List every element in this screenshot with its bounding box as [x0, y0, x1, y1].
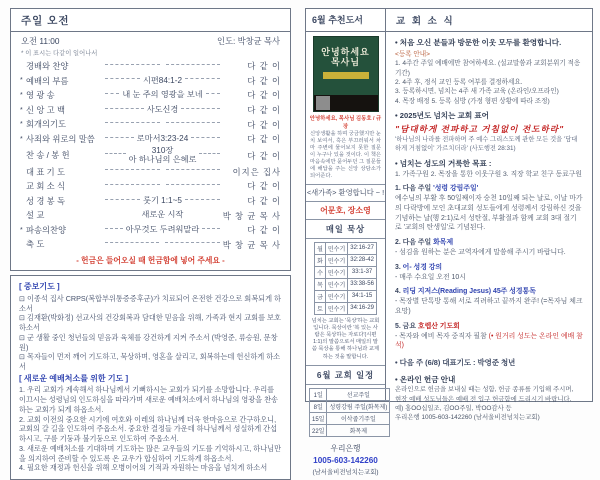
motto-reference: '하나님의 나라를 전파하며 주 예수 그리스도께 관한 모든 것을 '담대하게 거침없이' 가르치더라' (사도행전 28:31): [395, 135, 578, 152]
stand-note: * 이 표시는 다같이 일어나서: [21, 50, 98, 57]
worship-title: 주일 오전: [11, 9, 290, 32]
worship-time: 오전 11:00: [21, 36, 60, 46]
dotted-leader: [105, 137, 134, 138]
book-description: 신앙생활을 하며 궁금했지만 눈치 보여서, 혹은 부끄러워서 차마 주변에 물어보지 못한 질문이 누구나 있을 것이다. 이 책은 마음속에만 묻어두던 그 질문들에 해답을 주는 신앙 상담소가 되어준다.: [310, 131, 381, 179]
dotted-leader: [105, 184, 160, 185]
goal-block: [395, 159, 583, 179]
news-item-1: 1. 다음 주일 '성령 강림주일' 예수님의 부활 후 50일째이자 승천 10일째 되는 날로, 이날 마가의 다락방에 모인 초대교회 성도들에게 성령께서 강림하신 것을 기념하는 날(행 2:1)로서 성탄절, 부활절과 함께 교회 3대 절기로 '교회의 탄생일'로 기념된다.: [395, 185, 583, 232]
offering-line: 예) 홍OO십일조, 김OO주일, 박OO감사 등: [395, 404, 512, 412]
worship-row: 축 도 박 창 균 목 사: [26, 239, 282, 250]
right-page-left-column: [306, 32, 388, 476]
news-item-2: 2. 다음 주일 화목제 - 섬김을 원하는 분은 교역자에게 말씀해 주시기 바랍니다.: [395, 239, 566, 256]
dotted-leader: [165, 242, 219, 243]
book-cover-bottom-strip: [314, 95, 378, 111]
daily-row: 수 민수기 33:1-37: [315, 266, 377, 278]
dotted-leader: [166, 122, 221, 123]
june-schedule-table: [306, 385, 388, 478]
welcome-title: • 처음 오신 분들과 방문한 이웃 모두를 환영합니다.: [395, 38, 562, 47]
dotted-leader: [105, 153, 126, 154]
dotted-leader: [105, 199, 140, 200]
worship-row: 찬 송 / 봉 헌 310장 아 하나님의 은혜로 다 같 이: [26, 146, 282, 164]
offering-line: 온라인으로 헌금을 보내실 때는 성함, 헌금 종류를 기입해 주시며,: [395, 386, 574, 394]
new-family-label: <새가족> 환영합니다 ~ !: [306, 185, 385, 202]
dotted-leader: [105, 122, 160, 123]
dotted-leader: [185, 78, 220, 79]
motto-text: "담대하게 전파하고 거침없이 전도하라": [395, 123, 565, 134]
dotted-leader: [105, 78, 140, 79]
book-cover-subtitle-band: [323, 72, 369, 79]
intercession-item: ⊡ 목자들이 먼저 깨어 기도하고, 묵상하며, 영혼을 살리고, 회복하는데 헌신하게 하소서: [19, 352, 281, 371]
bank-name: 우리은행: [330, 443, 361, 453]
dotted-leader: [199, 153, 220, 154]
new-place-title: [ 새로운 예배처소를 위한 기도 ]: [19, 373, 129, 383]
dotted-leader: [185, 199, 220, 200]
daily-row: 월 민수기 32:16-27: [315, 242, 377, 254]
dotted-leader: [105, 169, 160, 170]
daily-row: 토 민수기 34:16-29: [315, 302, 377, 314]
daily-meditation-header: 매일 묵상: [306, 220, 385, 239]
book-caption: 안녕하세요, 목사님 김동호 / 규장: [309, 116, 382, 130]
schedule-row: 22일 화목제: [310, 424, 390, 436]
online-offering-block: [395, 375, 583, 422]
bulletin-left-page: [10, 8, 291, 480]
worship-row: 교 회 소 식 다 같 이: [26, 181, 281, 192]
online-offering-title: • 온라인 헌금 안내: [395, 374, 456, 384]
dotted-leader: [166, 184, 221, 185]
next-week-prayer: • 다음 주 (6/8) 대표기도 : 박영준 청년: [395, 358, 516, 368]
dotted-leader: [202, 228, 220, 229]
daily-row: 금 민수기 34:1-15: [315, 290, 377, 302]
worship-row: 성 경 봉 독 룻기 1:1~5 다 같 이: [26, 195, 281, 207]
meditation-note: 넘치는 교회는 '묵상'하는 교회입니다. 묵상이란 '복 있는 사람은 묵상하는 자로다'(시편1:1)의 말씀으로서 매일의 말씀 묵상을 통해 하나님과 교제하는 것을 말합니다.: [311, 317, 380, 360]
book-cover-title-line1: 안녕하세요: [321, 47, 370, 57]
worship-rows: [11, 57, 290, 253]
worship-row: * 파송의찬양 아무것도 두려워말라 다 같 이: [20, 224, 281, 236]
news-item-4: 4. 리딩 지저스(Reading Jesus) 45주 성경통독 - 목장별 단톡방 통해 서로 격려하고 끝까지 완주! (=목자님 체크요망): [395, 288, 583, 315]
worship-row: * 예배의 부름 시편84:1-2 다 같 이: [20, 75, 282, 86]
new-place-item: 4. 필요한 재정과 헌신을 위해 오병이어의 기적과 자원하는 마음을 넘치게 하소서: [19, 463, 268, 473]
dotted-leader: [206, 93, 220, 94]
goal-body: 1. 가족구원 2. 목장을 통한 이웃구원 3. 직장 학교 친구 동료구원: [395, 170, 582, 178]
dotted-leader: [166, 169, 221, 170]
news-item-5: 5. 금요 호렙산 기도회 - 목자와 예비 목자 중직자 필참 (• 원거리 성도는 온라인 예배 참석): [395, 322, 583, 350]
motto-title: • 2025년도 넘치는 교회 표어: [395, 110, 490, 120]
schedule-row: 1일 선교주일: [310, 388, 390, 400]
new-family-names: 어문호, 장소영: [306, 202, 385, 220]
news-item-3: 3. 어- 성경 강의 - 매주 수요일 오전 10시: [395, 263, 466, 281]
offering-note: - 헌금은 들어오실 때 헌금함에 넣어 주세요 -: [76, 256, 225, 266]
register-item: 3. 등록하시면, 넘치는 4주 새 가족 교육 (온라인/오프라인): [395, 88, 559, 96]
book-section-header: 6월 추천도서: [306, 9, 386, 31]
church-account: [309, 438, 382, 476]
register-item: 2. 4주 후, 정식 교인 등록 여부를 결정하세요.: [395, 78, 523, 86]
goal-title: • 넘치는 성도의 거룩한 목표 :: [395, 158, 492, 168]
prayer-box: [10, 275, 291, 480]
schedule-row: 15일 이삭줍기주일: [310, 412, 390, 424]
book-segment: [306, 32, 385, 185]
offering-line: 우리은행 1005-603-142260 (남서울비전넘치는교회): [395, 413, 540, 421]
dotted-leader: [105, 242, 159, 243]
dotted-leader: [105, 93, 119, 94]
offering-line: 현장 예배 성도님들은 예배 전 입구 헌금함에 드리시기 바랍니다.: [395, 395, 572, 403]
june-schedule-header: 6월 교회 일정: [306, 366, 385, 385]
motto-block: [395, 111, 583, 154]
intercession-item: ⊡ 김재환(박화정) 선교사의 건강회복과 담대한 믿음을 위해, 가족과 현지 교회를 보호하소서: [19, 313, 281, 333]
intercession-title: [ 중보기도 ]: [19, 282, 60, 292]
worship-row: * 신 앙 고 백 사도신경 다 같 이: [20, 104, 282, 116]
worship-row: 대 표 기 도 이지은 집사: [26, 166, 281, 177]
register-item: 4. 목장 배정 5. 등록 심방 (가정 형편 상황에 따라 조정): [395, 97, 550, 105]
new-place-item: 3. 새로운 예배처소를 기대하며 기도하는 많은 교우들의 기도를 기억하시고, 하나님만을 의지하여 준비할 수 있도록 온 교우가 합심하여 기도하게 하옵소서.: [19, 443, 282, 463]
intercession-item: ⊡ 이종석 집사 CRPS(복합부위통증증후군)가 치료되어 온전한 건강으로 회복되게 하소서: [19, 293, 281, 313]
worship-leader: 인도: 박창균 목사: [216, 36, 280, 46]
worship-row: * 영 광 송 내 눈 주의 영광을 보네 다 같 이: [20, 90, 282, 101]
account-number: 1005-603-142260: [313, 455, 378, 465]
news-section-header: 교 회 소 식: [396, 16, 455, 27]
dotted-leader: [105, 64, 160, 65]
dotted-leader: [105, 228, 123, 229]
worship-row: * 사죄와 위로의 말씀 로마서3:23-24 다 같 이: [20, 133, 281, 145]
schedule-row: 8일 성령강림 주일(화목제): [310, 400, 390, 412]
daily-meditation-table: [306, 239, 385, 366]
worship-row: 설 교 새로운 시작 박 창 균 목 사: [26, 210, 281, 221]
account-holder: (남서울비전넘치는교회): [312, 468, 379, 476]
daily-row: 화 민수기 32:28-42: [315, 254, 377, 266]
new-place-item: 2. 교회 이전의 중요한 시기에 여호와 이레의 하나님께 더욱 한마음으로 간구하오니, 교회의 갈 길을 인도하여 주옵소서. 중요한 결정들 가운데 하나님께서 성실하게 간섭하시고, 구름 기둥과 불기둥으로 인도하여 주옵소서.: [19, 414, 278, 444]
author-photo: [316, 96, 330, 110]
dotted-leader: [191, 137, 220, 138]
church-news-column: [386, 32, 592, 421]
dotted-leader: [166, 64, 221, 65]
register-guide-title: <등록 안내>: [395, 50, 431, 58]
worship-row: * 회개의기도 다 같 이: [20, 119, 281, 130]
daily-row: 목 민수기 33:38-56: [315, 278, 377, 290]
dotted-leader: [105, 108, 144, 109]
bulletin-right-page: [305, 8, 593, 476]
worship-row: 경배와 찬양 다 같 이: [26, 60, 281, 72]
dotted-leader: [181, 108, 220, 109]
register-item: 1. 4주간 주일 예배에만 참여하세요. (설교말씀과 교회분위기 적응 기간): [395, 60, 581, 77]
welcome-block: [395, 38, 583, 106]
book-cover-image: [313, 36, 379, 112]
worship-order-box: [10, 8, 291, 271]
intercession-item: ⊡ 군 생활 중인 청년들의 믿음과 육체를 강건하게 지켜 주소서 (박영준, 류승원, 문창원): [19, 332, 278, 352]
book-cover-title-line2: 목사님: [330, 57, 361, 68]
new-place-item: 1. 우리 교회가 계속해서 하나님께서 기뻐하시는 교회가 되기를 소망합니다. 우리를 이끄시는 성령님의 인도하심을 따라가며 새로운 예배처소에서 하나님의 영광을 찬송하는 교회가 되게 하옵소서.: [19, 385, 278, 414]
